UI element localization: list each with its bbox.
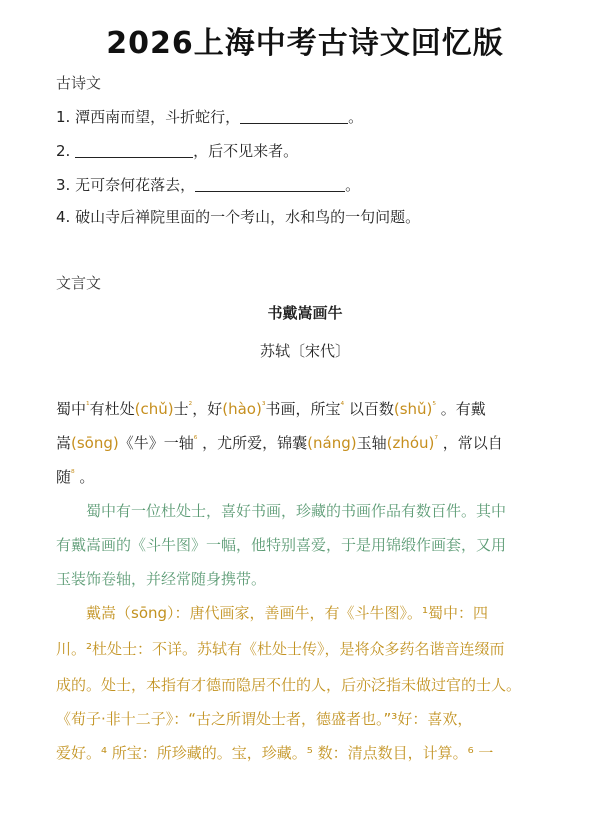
question-text: 潭西南而望，斗折蛇行， — [75, 108, 241, 126]
answer-blank — [240, 109, 348, 124]
pinyin-annotation: (náng) — [307, 434, 357, 452]
page-title: 2026上海中考古诗文回忆版 — [106, 26, 504, 61]
pinyin-annotation: (hào) — [222, 400, 262, 418]
original-text-line-2 — [56, 432, 503, 453]
text-segment: 玉轴 — [356, 434, 387, 452]
poetry-question-2 — [56, 140, 298, 161]
pinyin-annotation: (sōng) — [71, 434, 119, 452]
question-number: 3. — [56, 176, 71, 194]
text-segment: ，常以自 — [438, 434, 503, 452]
translation-line: 玉装饰卷轴，并经常随身携带。 — [56, 570, 267, 588]
footnote-marker: ⁵ — [432, 401, 437, 411]
note-line: 爱好。⁴ 所宝：所珍藏的。宝，珍藏。⁵ 数：清点数目，计算。⁶ 一 — [56, 744, 494, 762]
text-segment: 嵩 — [56, 434, 72, 452]
question-number: 2. — [56, 142, 71, 160]
passage-title: 书戴嵩画牛 — [267, 304, 343, 322]
footnote-marker: ⁴ — [340, 401, 345, 411]
pinyin-annotation: (chǔ) — [134, 400, 174, 418]
translation-line: 蜀中有一位杜处士，喜好书画，珍藏的书画作品有数百件。其中 — [56, 502, 507, 520]
footnote-marker: ⁶ — [193, 435, 198, 445]
text-segment: 士 — [173, 400, 189, 418]
text-segment: ，好 — [192, 400, 223, 418]
question-text-tail: ，后不见来者。 — [193, 142, 299, 160]
text-segment: 《牛》一轴 — [118, 434, 194, 452]
text-segment: 蜀中 — [56, 400, 87, 418]
text-segment: 。有戴 — [436, 400, 486, 418]
passage-author: 苏轼〔宋代〕 — [259, 342, 350, 360]
question-text: 破山寺后禅院里面的一个考山，水和鸟的一句问题。 — [75, 208, 421, 226]
footnote-marker: ² — [188, 401, 193, 411]
answer-blank — [75, 143, 193, 158]
note-line: 川。²杜处士：不详。苏轼有《杜处士传》，是将众多药名谐音连缀而 — [56, 640, 505, 658]
footnote-marker: ⁸ — [71, 469, 75, 479]
poetry-question-3 — [56, 174, 360, 195]
poetry-question-4 — [56, 206, 420, 227]
original-text-line-1 — [56, 398, 486, 419]
text-segment: 以百数 — [344, 400, 394, 418]
text-segment: 有杜处 — [89, 400, 135, 418]
pinyin-annotation: (zhóu) — [386, 434, 435, 452]
note-line: 成的。处士，本指有才德而隐居不仕的人，后亦泛指未做过官的士人。 — [56, 676, 522, 694]
classical-section-label: 文言文 — [56, 274, 102, 292]
question-text: 无可奈何花落去， — [75, 176, 196, 194]
text-segment: 书画，所宝 — [265, 400, 341, 418]
text-segment: ，尤所爱，锦囊 — [197, 434, 308, 452]
question-text-tail: 。 — [348, 108, 364, 126]
text-segment: 。 — [74, 468, 95, 486]
pinyin-annotation: (shǔ) — [393, 400, 433, 418]
footnote-marker: ⁷ — [434, 435, 438, 445]
footnote-marker: ³ — [261, 401, 266, 411]
question-number: 4. — [56, 208, 71, 226]
poetry-section-label: 古诗文 — [56, 74, 102, 92]
original-text-line-3 — [56, 466, 94, 487]
answer-blank — [195, 177, 345, 192]
poetry-question-1 — [56, 106, 363, 127]
note-line: 《荀子·非十二子》：“古之所谓处士者，德盛者也。”³好：喜欢， — [56, 710, 473, 728]
footnote-marker: ¹ — [86, 401, 90, 411]
text-segment: 随 — [56, 468, 72, 486]
note-line: 戴嵩（sōng）：唐代画家，善画牛，有《斗牛图》。¹蜀中：四 — [56, 604, 489, 622]
question-text-tail: 。 — [345, 176, 361, 194]
question-number: 1. — [56, 108, 71, 126]
translation-line: 有戴嵩画的《斗牛图》一幅，他特别喜爱，于是用锦缎作画套，又用 — [56, 536, 507, 554]
